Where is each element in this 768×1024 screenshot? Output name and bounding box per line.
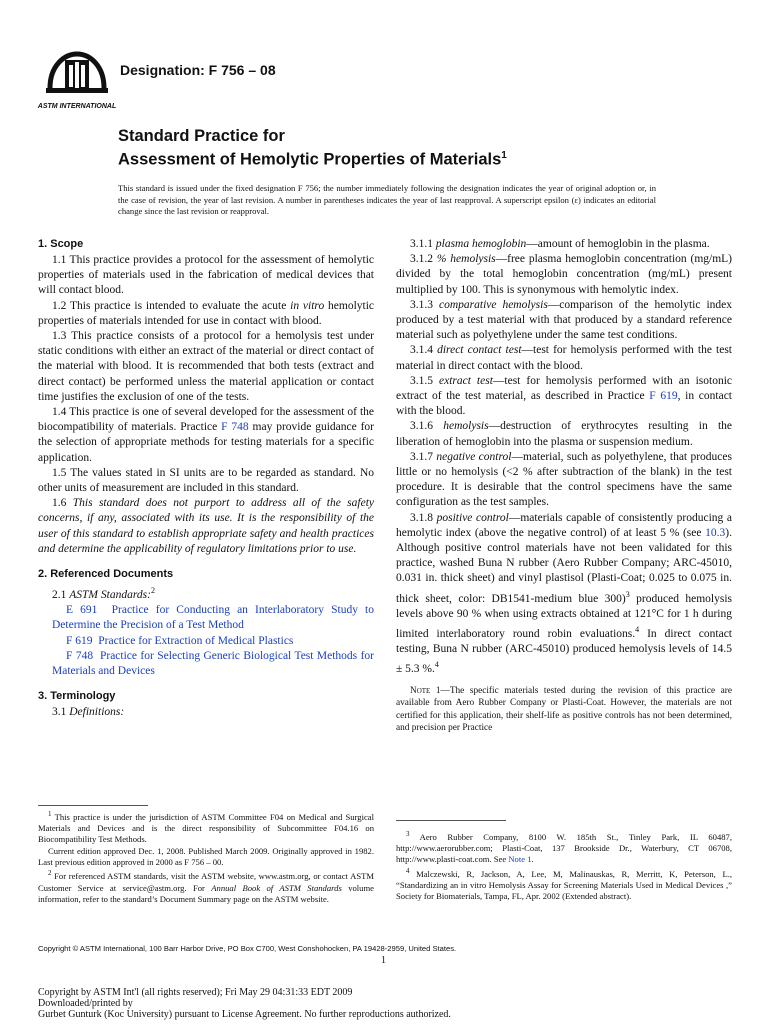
ref-e691[interactable]: E 691 Practice for Conducting an Interlaboratory Study to Determine the Precision of a Test Method bbox=[52, 604, 375, 632]
document-title bbox=[118, 126, 507, 170]
footnote-2: $^2$ For referenced ASTM standards, visit the ASTM website, www.astm.org, or contact ASTM Customer Service at service@astm.org. For Annual Book of ASTM Standards volume information, refer to the standard’s Document Summary page on the ASTM website. bbox=[38, 869, 374, 904]
download-notice: Copyright by ASTM Int'l (all rights reserved); Fri May 29 04:31:33 EDT 2009 Downloaded/printed by Gurbet Gunturk (Koc University) pursuant to License Agreement. No further reproductions authorized. bbox=[38, 987, 451, 1020]
section-heading-terminology: 3. Terminology bbox=[38, 690, 116, 703]
def-3-1-7: 3.1.7 negative control—material, such as polyethylene, that produces little or no hemolysis (<2 % after subtraction of the blank) in the test procedure. It is desirable that the control specimens have the same configuration as the test samples. bbox=[396, 450, 732, 509]
left-column bbox=[38, 237, 374, 720]
title-line-1: Standard Practice for bbox=[118, 127, 285, 145]
ref-f619[interactable]: F 619 Practice for Extraction of Medical Plastics bbox=[66, 634, 294, 647]
para-1-1: 1.1 This practice provides a protocol for the assessment of hemolytic properties of materials used in the fabrication of medical devices that will contact blood. bbox=[38, 254, 374, 297]
footnote-1: $^1$ This practice is under the jurisdiction of ASTM Committee F04 on Medical and Surgical Materials and Devices and is the direct responsibility of Subcommittee F04.16 on Biocompatibility Test Methods. bbox=[38, 810, 374, 845]
title-line-2: Assessment of Hemolytic Properties of Materials$^1$ bbox=[118, 150, 507, 169]
link-f748[interactable]: F 748 bbox=[221, 421, 249, 434]
astm-logo bbox=[37, 50, 117, 112]
footnote-4: $^4$ Malczewski, R, Jackson, A, Lee, M, Malinauskas, R, Merritt, K, Peterson, L., “Standardizing an in vitro Hemolysis Assay for Screening Materials Used in Medical Devices ,” Society for Biomaterials, Tampa, FL, Apr. 2002 (Extended abstract). bbox=[396, 866, 732, 902]
def-3-1-3: 3.1.3 comparative hemolysis—comparison of the hemolytic index produced by a test material with that produced by a standard reference material such as polyethylene under the same test conditions. bbox=[396, 298, 733, 342]
logo-text: ASTM INTERNATIONAL bbox=[37, 103, 117, 110]
link-f619[interactable]: F 619 bbox=[649, 390, 678, 403]
right-column bbox=[396, 237, 732, 734]
footnote-3: $^3$ Aero Rubber Company, 8100 W. 185th St., Tinley Park, IL 60487, http://www.aerorubber.com; Plasti-Coat, 137 Brookside Dr., Waterbury, CT 06708, http://www.plasti-coat.com. See Note 1. bbox=[396, 830, 732, 865]
para-2-1: 2.1 ASTM Standards:$^2$ bbox=[52, 586, 155, 601]
footnote-rule-left bbox=[38, 805, 148, 806]
def-3-1-8: 3.1.8 positive control—materials capable of consistently producing a hemolytic index (above the negative control) of at least 5 % (see 10.3). Although positive control materials have not been validated for this practice, washed Buna N rubber (Aero Rubber Company; ARC-45010, 0.031 in. thick sheet) and vinyl plastisol (Plasti-Coat; 0.025 to 0.075 in. thick sheet, color: DB1541-medium blue 300)$^3$ produced hemolysis levels above 90 % when using extracts obtained at 121°C for 1 h during limited interlaboratory round robin evaluations.$^4$ In direct contact testing, Buna N rubber (ARC-45010) produced hemolysis levels of 14.5 ± 5.3 %.$^4$ bbox=[396, 511, 733, 675]
link-note-1[interactable]: Note 1 bbox=[508, 854, 532, 865]
def-3-1-1: 3.1.1 plasma hemoglobin—amount of hemoglobin in the plasma. bbox=[410, 238, 710, 250]
designation: Designation: F 756 – 08 bbox=[120, 62, 276, 78]
note-1: Note 1—The specific materials tested during the revision of this practice are available from Aero Rubber Company or Plasti-Coat. However, the materials are not certified for this application, their shelf-life as positive controls has not been determined, and precision per Practice bbox=[396, 686, 733, 734]
section-heading-scope: 1. Scope bbox=[38, 238, 84, 250]
footnotes-right bbox=[396, 829, 732, 903]
def-3-1-4: 3.1.4 direct contact test—test for hemolysis performed with the test material in direct contact with the blood. bbox=[396, 344, 733, 372]
para-1-4: 1.4 This practice is one of several developed for the assessment of the biocompatibility of materials. Practice F 748 may provide guidance for the selection of appropriate methods for testing materials for a specific application. bbox=[38, 406, 374, 464]
issued-note: This standard is issued under the fixed designation F 756; the number immediately following the designation indicates the year of original adoption or, in the case of revision, the year of last revision. A number in parentheses indicates the year of last reapproval. A superscript epsilon (ε) indicates an editorial change since the last revision or reapproval. bbox=[118, 183, 656, 217]
page-number: 1 bbox=[381, 955, 386, 966]
para-1-3: 1.3 This practice consists of a protocol for a hemolysis test under static conditions with either an extract of the material or direct contact of the material with blood. It is recommended that both tests (extract and direct contact) be performed unless the material application or contact time justifies the exclusion of one of the tests. bbox=[38, 330, 374, 403]
para-3-1: 3.1 Definitions: bbox=[52, 706, 125, 719]
footnotes-left bbox=[38, 809, 374, 905]
footnote-1-edition: Current edition approved Dec. 1, 2008. Published March 2009. Originally approved in 1982. Last previous edition approved in 2000 as F 756 – 00. bbox=[38, 845, 374, 868]
link-10-3[interactable]: 10.3 bbox=[705, 526, 726, 539]
footnote-rule-right bbox=[396, 820, 506, 821]
section-heading-refdocs: 2. Referenced Documents bbox=[38, 568, 174, 581]
def-3-1-5: 3.1.5 extract test—test for hemolysis performed with an isotonic extract of the test material, as described in Practice F 619, in contact with the blood. bbox=[396, 374, 732, 418]
def-3-1-2: 3.1.2 % hemolysis—free plasma hemoglobin concentration (mg/mL) divided by the total hemoglobin concentration (mg/mL) present multiplied by 100. This is synonymous with hemolytic index. bbox=[396, 253, 733, 296]
copyright-line: Copyright © ASTM International, 100 Barr Harbor Drive, PO Box C700, West Conshohocken, PA 19428-2959, United States. bbox=[38, 944, 457, 953]
ref-f748[interactable]: F 748 Practice for Selecting Generic Biological Test Methods for Materials and Devices bbox=[52, 649, 374, 677]
para-1-2: 1.2 This practice is intended to evaluate the acute in vitro hemolytic properties of materials intended for use in contact with blood. bbox=[38, 299, 375, 327]
para-1-6: 1.6 This standard does not purport to address all of the safety concerns, if any, associated with its use. It is the responsibility of the user of this standard to establish appropriate safety and health practices and determine the applicability of regulatory limitations prior to use. bbox=[38, 497, 375, 555]
para-1-5: 1.5 The values stated in SI units are to be regarded as standard. No other units of measurement are included in this standard. bbox=[38, 466, 374, 495]
def-3-1-6: 3.1.6 hemolysis—destruction of erythrocytes resulting in the liberation of hemoglobin into the plasma or suspension medium. bbox=[396, 420, 732, 448]
